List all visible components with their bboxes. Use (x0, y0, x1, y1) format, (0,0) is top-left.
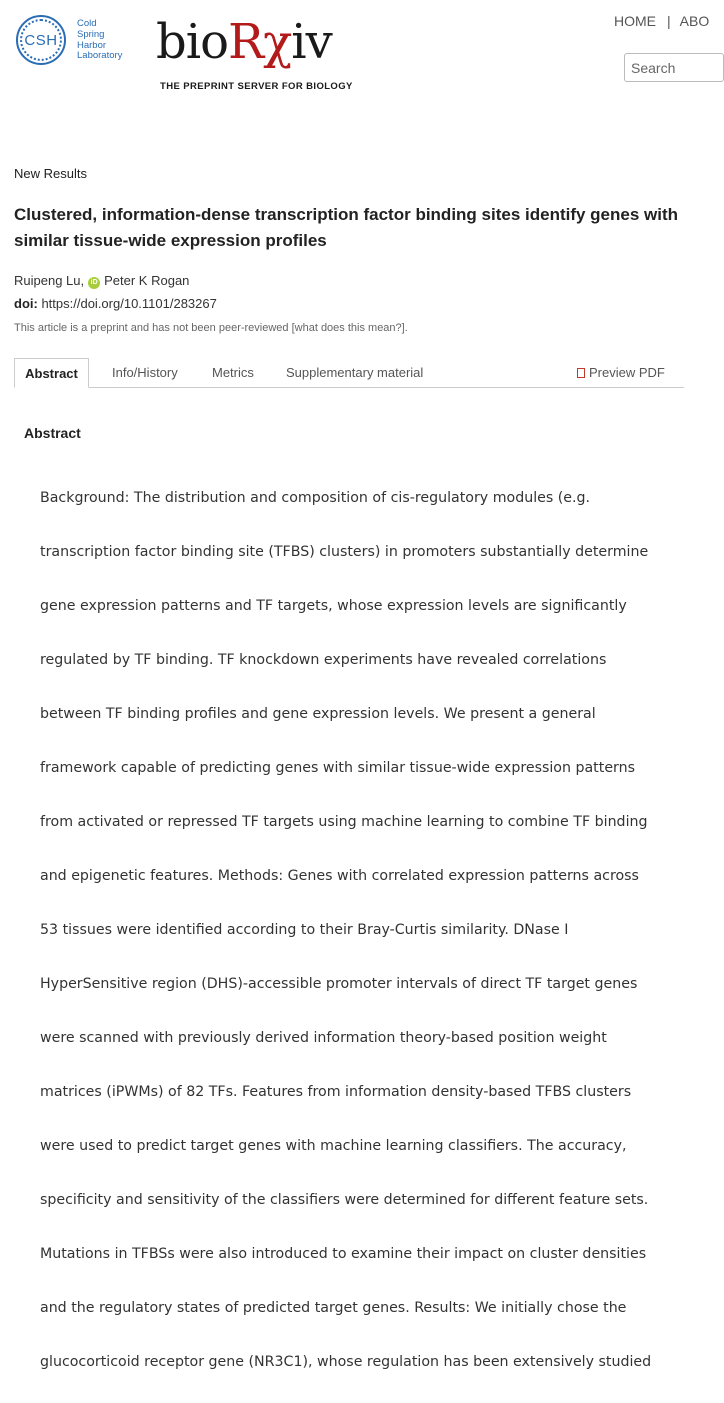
cshl-logo-text[interactable] (77, 19, 122, 62)
search-input[interactable]: Search (624, 53, 724, 82)
abstract-line: matrices (iPWMs) of 82 TFs. Features from information density-based TFBS clusters (40, 1084, 632, 1100)
nav-about[interactable]: ABO (679, 13, 710, 29)
doi-label: doi: (14, 296, 38, 311)
tab-metrics[interactable]: Metrics (212, 365, 254, 380)
abstract-text (40, 458, 670, 1403)
biorxiv-logo[interactable] (156, 14, 332, 70)
orcid-icon[interactable]: iD (88, 277, 100, 289)
abstract-line: regulated by TF binding. TF knockdown experiments have revealed correlations (40, 652, 607, 668)
nav-home[interactable]: HOME (614, 13, 656, 29)
brand-text: bio (156, 14, 228, 70)
cshl-logo-initials: CSH (24, 31, 58, 49)
author-link[interactable]: Ruipeng Lu, (14, 273, 85, 288)
abstract-line: specificity and sensitivity of the classifiers were determined for different feature sets. (40, 1192, 649, 1208)
top-nav (614, 13, 709, 29)
cshl-line: Laboratory (77, 50, 123, 62)
tab-supplementary-material[interactable]: Supplementary material (286, 365, 424, 380)
abstract-line: and the regulatory states of predicted target genes. Results: We initially chose the (40, 1300, 627, 1316)
doi-link[interactable]: https://doi.org/10.1101/283267 (41, 296, 217, 311)
abstract-line: HyperSensitive region (DHS)-accessible promoter intervals of direct TF target genes (40, 976, 638, 992)
abstract-line: Mutations in TFBSs were also introduced to examine their impact on cluster densities (40, 1246, 647, 1262)
abstract-line: and epigenetic features. Methods: Genes with correlated expression patterns across (40, 868, 639, 884)
cshl-line: Spring (77, 28, 105, 40)
author-list (14, 273, 189, 289)
article-title: Clustered, information-dense transcription factor binding sites identify genes with similar tissue-wide expression profiles (14, 205, 679, 250)
preview-pdf-link[interactable] (577, 358, 665, 387)
brand-text-red: χ (263, 14, 292, 70)
abstract-line: Background: The distribution and composition of cis-regulatory modules (e.g. (40, 490, 591, 506)
abstract-line: gene expression patterns and TF targets, whose expression levels are significantly (40, 598, 627, 614)
abstract-line: between TF binding profiles and gene expression levels. We present a general (40, 706, 596, 722)
cshl-logo[interactable] (16, 15, 66, 65)
abstract-line: were used to predict target genes with machine learning classifiers. The accuracy, (40, 1138, 627, 1154)
tagline: THE PREPRINT SERVER FOR BIOLOGY (160, 81, 353, 92)
preview-pdf-label: Preview PDF (589, 365, 665, 380)
cshl-line: Harbor (77, 39, 107, 51)
abstract-line: from activated or repressed TF targets using machine learning to combine TF binding (40, 814, 648, 830)
abstract-line: glucocorticoid receptor gene (NR3C1), whose regulation has been extensively studied (40, 1354, 652, 1370)
abstract-heading: Abstract (24, 425, 81, 441)
doi (14, 296, 217, 311)
article-category: New Results (14, 166, 87, 181)
preprint-note: This article is a preprint and has not been peer-reviewed [what does this mean?]. (14, 322, 408, 334)
brand-text: iv (291, 14, 332, 70)
pdf-icon (577, 368, 585, 378)
brand-text-red: R (227, 14, 264, 70)
cshl-line: Cold (77, 18, 97, 29)
tab-abstract[interactable]: Abstract (14, 358, 89, 388)
tabs-divider (14, 387, 684, 388)
abstract-line: 53 tissues were identified according to their Bray-Curtis similarity. DNase I (40, 922, 569, 938)
tab-info-history[interactable]: Info/History (112, 365, 178, 380)
abstract-line: framework capable of predicting genes with similar tissue-wide expression patterns (40, 760, 636, 776)
abstract-line: transcription factor binding site (TFBS) clusters) in promoters substantially determine (40, 544, 649, 560)
author-link[interactable]: Peter K Rogan (104, 273, 190, 288)
abstract-line: were scanned with previously derived information theory-based position weight (40, 1030, 607, 1046)
nav-separator: | (667, 13, 671, 29)
